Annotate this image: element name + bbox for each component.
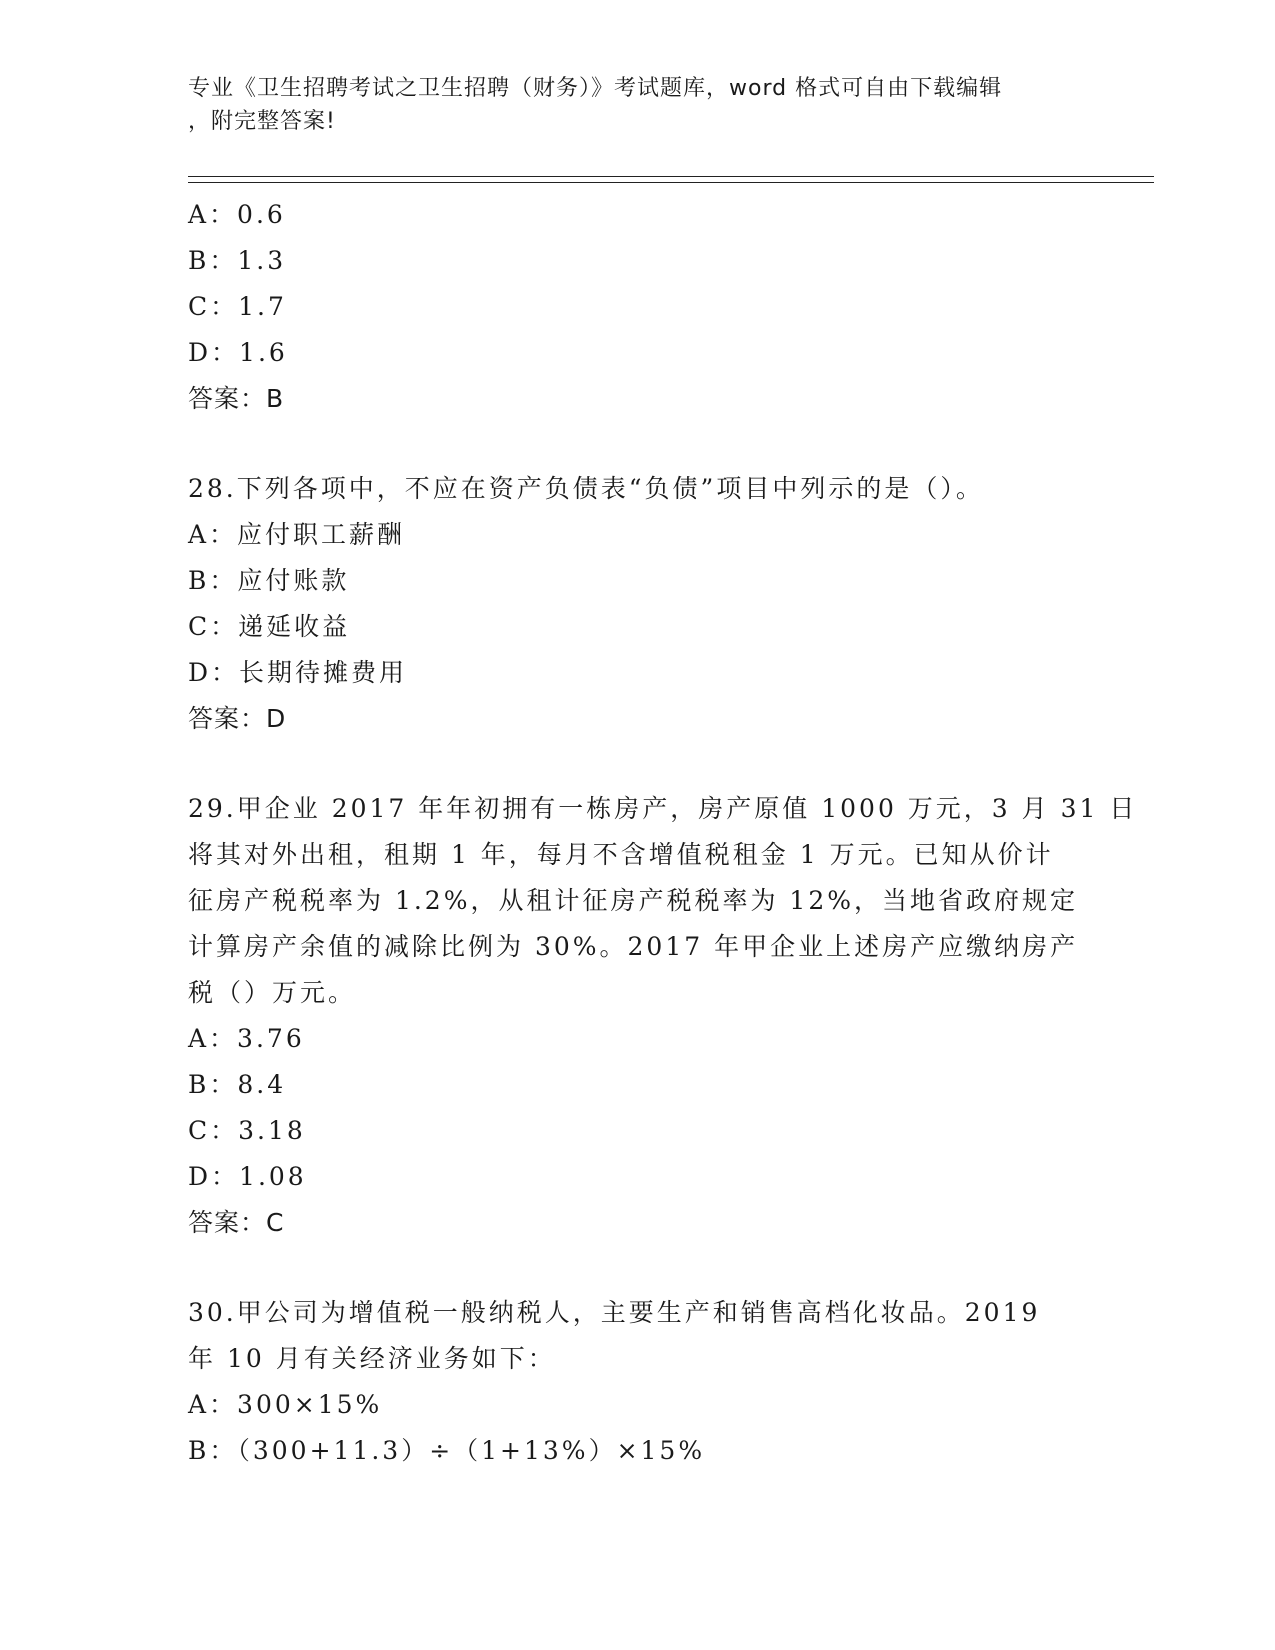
question-block-29: [188, 786, 1138, 1246]
question-text-line-4: 计算房产余值的减除比例为 30%。2017 年甲企业上述房产应缴纳房产: [188, 932, 1079, 961]
option-a: A：300×15%: [188, 1390, 383, 1419]
option-d: D：1.6: [188, 338, 288, 367]
option-c: C：递延收益: [188, 612, 351, 641]
answer-line: 答案：C: [188, 1208, 285, 1237]
answer-line: 答案：B: [188, 384, 285, 413]
question-text-line-2: 将其对外出租，租期 1 年，每月不含增值税租金 1 万元。已知从价计: [188, 840, 1054, 869]
option-b: B：应付账款: [188, 566, 350, 595]
option-a: A：3.76: [188, 1024, 305, 1053]
question-block-28: [188, 466, 1088, 742]
header-line-2: ，附完整答案!: [188, 109, 336, 134]
option-b: B：1.3: [188, 246, 287, 275]
option-b: B：（300+11.3）÷（1+13%）×15%: [188, 1436, 706, 1465]
option-b: B：8.4: [188, 1070, 287, 1099]
question-text-line-5: 税（）万元。: [188, 978, 357, 1007]
question-block-30: [188, 1290, 1088, 1474]
option-a: A：应付职工薪酬: [188, 520, 406, 549]
option-c: C：1.7: [188, 292, 287, 321]
header-line-1: 专业《卫生招聘考试之卫生招聘（财务）》考试题库，word 格式可自由下载编辑: [188, 76, 1003, 101]
answer-line: 答案：D: [188, 704, 287, 733]
header-divider-bottom: [188, 182, 1154, 183]
question-text-line-1: 30.甲公司为增值税一般纳税人，主要生产和销售高档化妆品。2019: [188, 1298, 1041, 1327]
question-block-27: [188, 192, 1088, 422]
question-text-line-2: 年 10 月有关经济业务如下：: [188, 1344, 556, 1373]
document-header: [188, 72, 1088, 138]
header-divider-top: [188, 176, 1154, 177]
question-text-line-3: 征房产税税率为 1.2%，从租计征房产税税率为 12%，当地省政府规定: [188, 886, 1078, 915]
option-d: D：1.08: [188, 1162, 307, 1191]
option-d: D：长期待摊费用: [188, 658, 408, 687]
option-a: A：0.6: [188, 200, 286, 229]
question-list: [188, 192, 1138, 1474]
question-text: 28.下列各项中，不应在资产负债表“负债”项目中列示的是（）。: [188, 474, 984, 503]
question-text-line-1: 29.甲企业 2017 年年初拥有一栋房产，房产原值 1000 万元，3 月 31 日: [188, 794, 1138, 823]
option-c: C：3.18: [188, 1116, 306, 1145]
